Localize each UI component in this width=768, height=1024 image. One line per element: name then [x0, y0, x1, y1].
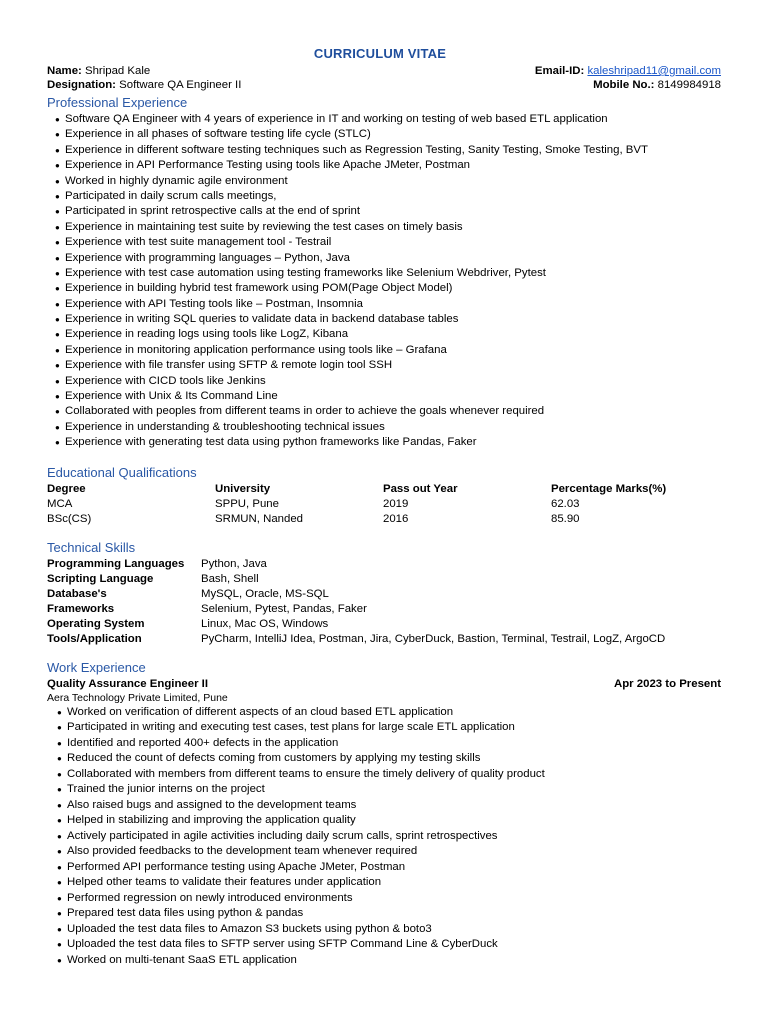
column-header: Pass out Year [383, 482, 458, 495]
list-item: ● Experience in different software testing techniques such as Regression Testing, Sanity Testing, Smoke Testing, BVT [57, 143, 721, 158]
list-item: ● Experience with CICD tools like Jenkins [57, 374, 721, 389]
candidate-name: Shripad Kale [85, 65, 151, 77]
document-title: CURRICULUM VITAE [313, 46, 447, 61]
list-item: ● Experience in maintaining test suite by reviewing the test cases on timely basis [57, 220, 721, 235]
name-line [47, 64, 150, 78]
work-experience-list [47, 705, 721, 969]
list-item: ● Helped other teams to validate their features under application [59, 875, 721, 891]
job-role: Quality Assurance Engineer II [47, 677, 208, 690]
list-item: ● Reduced the count of defects coming from customers by applying my testing skills [59, 751, 721, 767]
mobile-label: Mobile No.: [593, 79, 655, 91]
list-item: ● Trained the junior interns on the project [59, 782, 721, 798]
table-row [47, 512, 721, 527]
skill-category: Frameworks [47, 602, 115, 615]
list-item: ● Also raised bugs and assigned to the development teams [59, 798, 721, 814]
mobile-value: 8149984918 [657, 79, 721, 91]
list-item: ● Experience with generating test data using python frameworks like Pandas, Faker [57, 435, 721, 450]
list-item: ● Experience in understanding & troubleshooting technical issues [57, 420, 721, 435]
list-item: ● Experience with file transfer using SFTP & remote login tool SSH [57, 358, 721, 373]
skill-row [47, 617, 721, 632]
table-cell: 2019 [383, 497, 409, 510]
list-item: ● Experience in all phases of software testing life cycle (STLC) [57, 127, 721, 142]
list-item: ● Experience in writing SQL queries to validate data in backend database tables [57, 312, 721, 327]
section-heading-skills: Technical Skills [47, 539, 136, 555]
education-header-row [47, 482, 721, 497]
header-row-2 [47, 78, 721, 92]
email-link[interactable]: kaleshripad11@gmail.com [587, 65, 721, 77]
list-item: ● Participated in sprint retrospective calls at the end of sprint [57, 204, 721, 219]
skill-row [47, 557, 721, 572]
job-company: Aera Technology Private Limited, Pune [47, 691, 228, 704]
email-label: Email-ID: [534, 65, 585, 77]
section-heading-professional: Professional Experience [47, 95, 188, 110]
mobile-line [593, 78, 721, 92]
table-row [47, 497, 721, 512]
list-item: ● Identified and reported 400+ defects in the application [59, 736, 721, 752]
job-period: Apr 2023 to Present [614, 677, 721, 690]
email-line [535, 64, 721, 78]
list-item: ● Performed regression on newly introduced environments [59, 891, 721, 907]
list-item: ● Experience in monitoring application performance using tools like – Grafana [57, 343, 721, 358]
list-item: ● Experience with programming languages – Python, Java [57, 251, 721, 266]
designation-line [47, 78, 241, 92]
education-table-body [47, 497, 721, 527]
professional-experience-list [47, 112, 721, 451]
list-item: ● Worked on multi-tenant SaaS ETL application [59, 953, 721, 969]
list-item: ● Experience with test suite management tool - Testrail [57, 235, 721, 250]
table-cell: 2016 [383, 512, 409, 525]
section-heading-education: Educational Qualifications [47, 464, 197, 480]
table-cell: MCA [47, 497, 73, 510]
designation-label: Designation: [47, 79, 116, 91]
resume-page [47, 44, 721, 968]
list-item: ● Participated in writing and executing test cases, test plans for large scale ETL application [59, 720, 721, 736]
list-item: ● Also provided feedbacks to the development team whenever required [59, 844, 721, 860]
list-item: ● Experience with test case automation using testing frameworks like Selenium Webdriver, Pytest [57, 266, 721, 281]
job-header [47, 677, 721, 691]
list-item: ● Participated in daily scrum calls meetings, [57, 189, 721, 204]
name-label: Name: [47, 65, 82, 77]
table-cell: BSc(CS) [47, 512, 92, 525]
skill-value: Python, Java [201, 557, 267, 570]
skill-row [47, 602, 721, 617]
list-item: ● Uploaded the test data files to SFTP server using SFTP Command Line & CyberDuck [59, 937, 721, 953]
list-item: ● Software QA Engineer with 4 years of experience in IT and working on testing of web based ETL application [57, 112, 721, 127]
skills-table [47, 557, 721, 647]
table-cell: SRMUN, Nanded [215, 512, 303, 525]
skill-value: PyCharm, IntelliJ Idea, Postman, Jira, CyberDuck, Bastion, Terminal, Testrail, LogZ, ArgoCD [201, 632, 666, 645]
skill-row [47, 632, 721, 647]
list-item: ● Collaborated with members from different teams to ensure the timely delivery of quality product [59, 767, 721, 783]
skill-category: Tools/Application [47, 632, 142, 645]
list-item: ● Experience in building hybrid test framework using POM(Page Object Model) [57, 281, 721, 296]
table-cell: SPPU, Pune [215, 497, 279, 510]
list-item: ● Collaborated with peoples from different teams in order to achieve the goals whenever required [57, 404, 721, 419]
list-item: ● Prepared test data files using python & pandas [59, 906, 721, 922]
list-item: ● Experience in reading logs using tools like LogZ, Kibana [57, 327, 721, 342]
list-item: ● Experience in API Performance Testing using tools like Apache JMeter, Postman [57, 158, 721, 173]
skill-row [47, 572, 721, 587]
skill-category: Operating System [47, 617, 145, 630]
list-item: ● Actively participated in agile activities including daily scrum calls, sprint retrospectives [59, 829, 721, 845]
designation-value: Software QA Engineer II [119, 79, 242, 91]
list-item: ● Helped in stabilizing and improving the application quality [59, 813, 721, 829]
skill-value: Bash, Shell [201, 572, 259, 585]
list-item: ● Worked on verification of different aspects of an cloud based ETL application [59, 705, 721, 721]
skill-value: MySQL, Oracle, MS-SQL [201, 587, 329, 600]
table-cell: 85.90 [551, 512, 580, 525]
skill-value: Linux, Mac OS, Windows [201, 617, 329, 630]
column-header: Percentage Marks(%) [551, 482, 667, 495]
column-header: Degree [47, 482, 86, 495]
list-item: ● Performed API performance testing using Apache JMeter, Postman [59, 860, 721, 876]
skill-category: Programming Languages [47, 557, 185, 570]
header-row-1 [47, 64, 721, 78]
list-item: ● Experience with Unix & Its Command Line [57, 389, 721, 404]
column-header: University [215, 482, 271, 495]
list-item: ● Uploaded the test data files to Amazon S3 buckets using python & boto3 [59, 922, 721, 938]
table-cell: 62.03 [551, 497, 580, 510]
list-item: ● Worked in highly dynamic agile environment [57, 174, 721, 189]
skill-category: Scripting Language [47, 572, 154, 585]
skill-category: Database's [47, 587, 107, 600]
list-item: ● Experience with API Testing tools like – Postman, Insomnia [57, 297, 721, 312]
skill-value: Selenium, Pytest, Pandas, Faker [201, 602, 367, 615]
skill-row [47, 587, 721, 602]
section-heading-work: Work Experience [47, 659, 146, 675]
